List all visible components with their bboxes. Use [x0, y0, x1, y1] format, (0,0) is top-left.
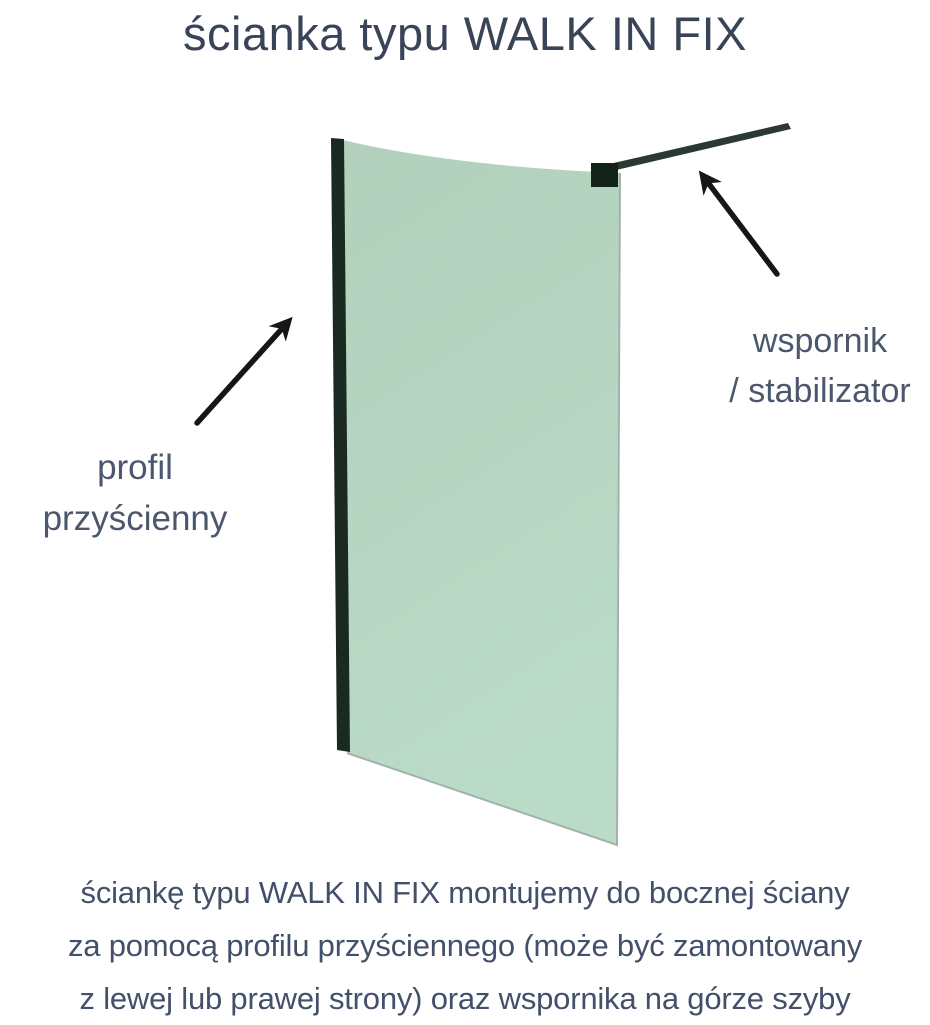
- stabilizer-label-line2: / stabilizator: [729, 372, 911, 410]
- wall-profile-arrow: [197, 322, 288, 423]
- stabilizer-label-line1: wspornik: [752, 322, 888, 360]
- description-line-2: za pomocą profilu przyściennego (może być zamontowany: [67, 928, 863, 963]
- wall-profile-label-line2: przyścienny: [42, 499, 228, 538]
- wall-profile-label-line1: profil: [97, 448, 173, 487]
- stabilizer-label: [695, 316, 930, 416]
- mounting-description: [0, 866, 930, 1025]
- page-title: ścianka typu WALK IN FIX: [183, 7, 747, 60]
- description-line-1: ściankę typu WALK IN FIX montujemy do bocznej ściany: [80, 875, 850, 910]
- stabilizer-arrow: [703, 176, 777, 274]
- stabilizer-bar: [596, 123, 791, 174]
- glass-panel: [343, 140, 620, 845]
- description-line-3: z lewej lub prawej strony) oraz wspornika na górze szyby: [79, 981, 851, 1016]
- glass-clamp: [591, 163, 618, 187]
- wall-profile-label: [10, 442, 260, 544]
